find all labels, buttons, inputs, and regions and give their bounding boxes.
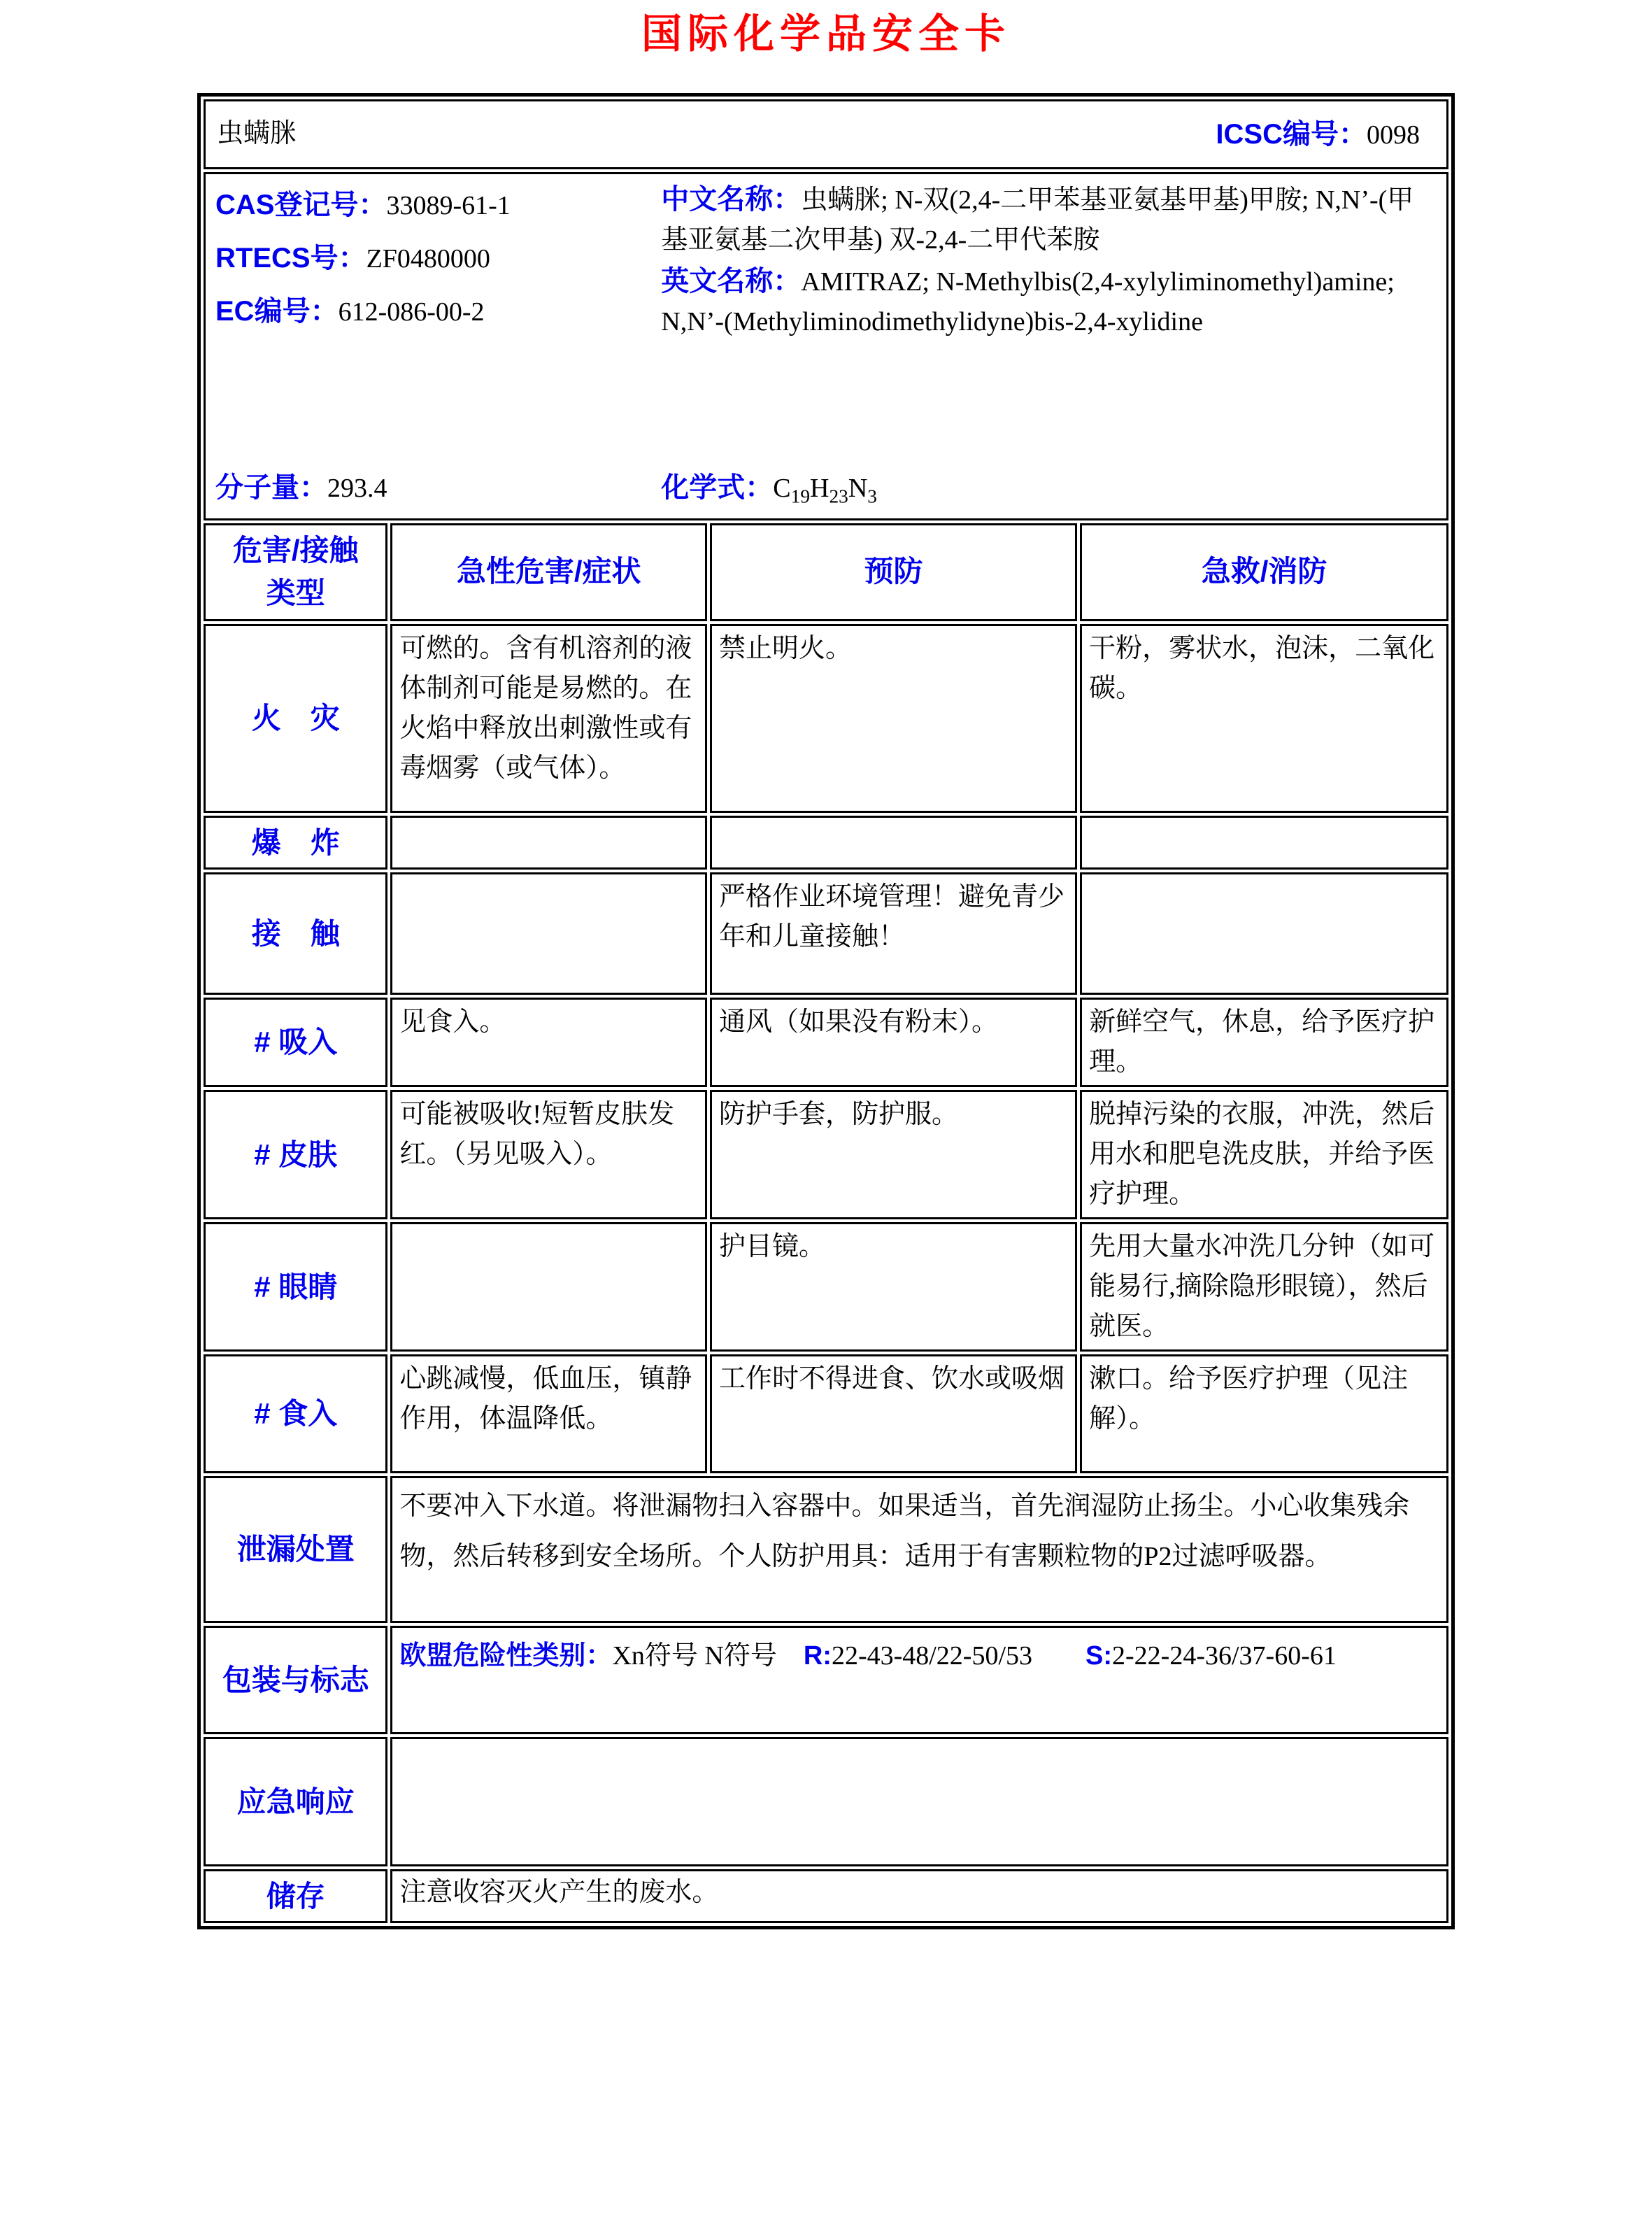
skin-label-cell: # 皮肤 [204, 1090, 387, 1219]
skin-prevention-cell: 防护手套，防护服。 [710, 1090, 1077, 1219]
inhalation-first-aid-cell: 新鲜空气，休息，给予医疗护理。 [1080, 998, 1448, 1087]
fire-prevention-cell: 禁止明火。 [710, 624, 1077, 813]
hazard-row-skin [204, 1090, 1448, 1219]
identifiers-row [204, 172, 1448, 520]
icsc-number-label: ICSC编号： [1216, 118, 1367, 150]
emergency-response-content-cell [390, 1737, 1448, 1866]
contact-symptoms-cell [390, 872, 707, 995]
cas-label: CAS登记号： [215, 189, 387, 220]
ec-label: EC编号： [215, 295, 339, 327]
ec-value: 612-086-00-2 [338, 297, 485, 327]
eyes-first-aid-cell: 先用大量水冲洗几分钟（如可能易行,摘除隐形眼镜），然后就医。 [1080, 1222, 1448, 1352]
substance-name: 虫螨脒 [217, 119, 297, 149]
explosion-first-aid-cell [1080, 816, 1448, 870]
ec-number-line [215, 285, 661, 338]
storage-row [204, 1869, 1448, 1923]
chinese-name-line [661, 178, 1437, 260]
storage-label-cell: 储存 [204, 1869, 387, 1923]
molecular-weight-label: 分子量： [215, 472, 327, 503]
fire-first-aid-cell: 干粉，雾状水，泡沫，二氧化碳。 [1080, 624, 1448, 813]
spill-disposal-label-cell: 泄漏处置 [204, 1476, 387, 1623]
icsc-card [197, 93, 1455, 1929]
contact-label-cell: 接 触 [204, 872, 387, 995]
header-first-aid: 急救/消防 [1080, 523, 1448, 621]
ingestion-symptoms-cell: 心跳减慢，低血压，镇静作用，体温降低。 [390, 1354, 707, 1473]
hazard-row-contact [204, 872, 1448, 995]
eyes-symptoms-cell [390, 1222, 707, 1352]
rtecs-label: RTECS号： [215, 242, 366, 274]
page-title: 国际化学品安全卡 [641, 11, 1011, 57]
hazard-table-header-row [204, 523, 1448, 621]
header-acute-symptoms: 急性危害/症状 [390, 523, 707, 621]
molecular-weight-line [215, 461, 661, 514]
skin-symptoms-cell: 可能被吸收!短暂皮肤发红。（另见吸入）。 [390, 1090, 707, 1219]
hazard-row-explosion [204, 816, 1448, 870]
english-name-line [661, 260, 1437, 342]
packaging-labelling-row [204, 1626, 1448, 1734]
emergency-response-label-cell: 应急响应 [204, 1737, 387, 1866]
header-prevention: 预防 [710, 523, 1077, 621]
names-list [661, 178, 1437, 342]
packaging-labelling-content-cell [390, 1626, 1448, 1734]
inhalation-label-cell: # 吸入 [204, 998, 387, 1087]
explosion-prevention-cell [710, 816, 1077, 870]
inhalation-symptoms-cell: 见食入。 [390, 998, 707, 1087]
hazard-row-fire [204, 624, 1448, 813]
chinese-name-value: 虫螨脒; N-双(2,4-二甲苯基亚氨基甲基)甲胺; N,N’-(甲基亚氨基二次甲基) 双-2,4-二甲代苯胺 [661, 185, 1414, 255]
registry-numbers-block [215, 178, 661, 514]
contact-prevention-cell: 严格作业环境管理！避免青少年和儿童接触！ [710, 872, 1077, 995]
formula-line [661, 461, 1437, 514]
identifiers-cell [204, 172, 1448, 520]
explosion-label-cell: 爆 炸 [204, 816, 387, 870]
ingestion-prevention-cell: 工作时不得进食、饮水或吸烟 [710, 1354, 1077, 1473]
chinese-name-label: 中文名称： [661, 183, 802, 215]
fire-label-cell: 火 灾 [204, 624, 387, 813]
spill-disposal-content-cell: 不要冲入下水道。将泄漏物扫入容器中。如果适当，首先润湿防止扬尘。小心收集残余物，然后转移到安全场所。个人防护用具：适用于有害颗粒物的P2过滤呼吸器。 [390, 1476, 1448, 1623]
rtecs-number-line [215, 232, 661, 285]
header-hazard-type: 危害/接触 类型 [204, 523, 387, 621]
hazard-row-inhalation [204, 998, 1448, 1087]
explosion-symptoms-cell [390, 816, 707, 870]
cas-number-line [215, 178, 661, 232]
ingestion-label-cell: # 食入 [204, 1354, 387, 1473]
chemical-formula: $C_{19}H_{23}N_3$ [773, 473, 877, 507]
ingestion-first-aid-cell: 漱口。给予医疗护理（见注解）。 [1080, 1354, 1448, 1473]
icsc-table [201, 97, 1451, 1926]
molecular-weight-value: 293.4 [327, 473, 387, 503]
formula-label: 化学式： [661, 472, 774, 503]
names-block [661, 178, 1437, 514]
icsc-number-value: 0098 [1367, 120, 1420, 150]
emergency-response-row [204, 1737, 1448, 1866]
english-name-value: AMITRAZ; N-Methylbis(2,4-xylyliminomethyl)amine; N,N’-(Methyliminodimethylidyne)bis-2,4-xylidine [661, 267, 1395, 336]
packaging-labelling-label-cell: 包装与标志 [204, 1626, 387, 1734]
fire-symptoms-cell: 可燃的。含有机溶剂的液体制剂可能是易燃的。在火焰中释放出刺激性或有毒烟雾（或气体）。 [390, 624, 707, 813]
registry-numbers-list [215, 178, 661, 338]
hazard-row-ingestion [204, 1354, 1448, 1473]
substance-header-cell [204, 99, 1448, 169]
spill-disposal-row [204, 1476, 1448, 1623]
rtecs-value: ZF0480000 [366, 243, 490, 274]
skin-first-aid-cell: 脱掉污染的衣服，冲洗，然后用水和肥皂洗皮肤，并给予医疗护理。 [1080, 1090, 1448, 1219]
substance-header-row [204, 99, 1448, 169]
eyes-label-cell: # 眼睛 [204, 1222, 387, 1352]
storage-content-cell: 注意收容灭火产生的废水。 [390, 1869, 1448, 1923]
icsc-number-group [1216, 113, 1420, 155]
eyes-prevention-cell: 护目镜。 [710, 1222, 1077, 1352]
contact-first-aid-cell [1080, 872, 1448, 995]
hazard-row-eyes [204, 1222, 1448, 1352]
cas-value: 33089-61-1 [386, 190, 511, 220]
eu-classification-text: 欧盟危险性类别：Xn符号 N符号 R:22-43-48/22-50/53 S:2-22-24-36/37-60-61 [399, 1640, 1337, 1671]
inhalation-prevention-cell: 通风（如果没有粉末）。 [710, 998, 1077, 1087]
english-name-label: 英文名称： [661, 265, 802, 297]
